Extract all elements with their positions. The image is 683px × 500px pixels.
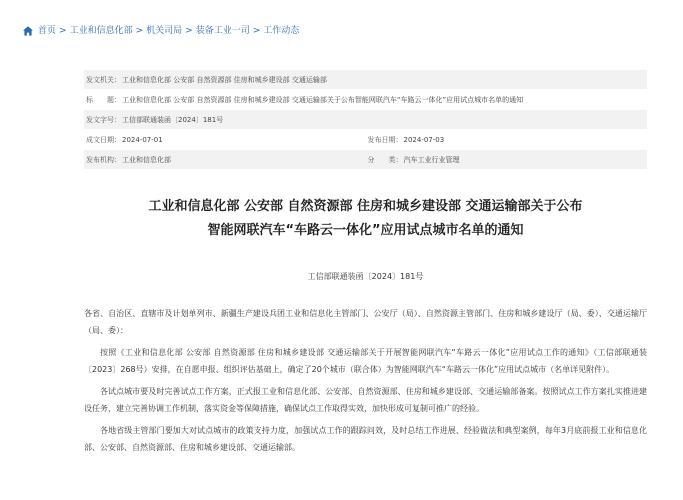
- meta-agency-cell: [84, 155, 366, 165]
- meta-row-issuer: [84, 70, 647, 90]
- meta-row-title: [84, 90, 647, 110]
- document-meta-table: [84, 70, 647, 170]
- body-paragraph-provincial: 各地省级主管部门要加大对试点城市的政策支持力度，加强试点工作的跟踪问效，及时总结工作进展、经验做法和典型案例，每年3月底前报工业和信息化部、公安部、自然资源部、住房和城乡建设部、交通运输部。: [84, 426, 647, 452]
- meta-title-value: 工业和信息化部 公安部 自然资源部 住房和城乡建设部 交通运输部关于公布智能网联汽车“车路云一体化”应用试点城市名单的通知: [122, 95, 524, 104]
- meta-agency-label: 发布机构：: [86, 155, 121, 164]
- breadcrumb-news-link[interactable]: 工作动态: [263, 26, 300, 36]
- breadcrumb-equipment-link[interactable]: 装备工业一司: [195, 26, 250, 36]
- meta-issuer-label: 发文机关：: [86, 75, 121, 84]
- meta-row-docno: [84, 110, 647, 130]
- meta-row-dates: [84, 130, 647, 150]
- meta-category-value: 汽车工业行业管理: [403, 155, 460, 164]
- document-title-line1: 工业和信息化部 公安部 自然资源部 住房和城乡建设部 交通运输部关于公布: [148, 198, 583, 214]
- meta-created-label: 成文日期：: [86, 135, 121, 144]
- meta-agency-value: 工业和信息化部: [122, 155, 171, 164]
- meta-published-value: 2024-07-03: [403, 135, 445, 144]
- meta-docno-value: 工信部联通装函〔2024〕181号: [122, 115, 224, 124]
- meta-category-label: 分 类：: [367, 155, 403, 164]
- meta-created-value: 2024-07-01: [122, 135, 163, 144]
- meta-category-cell: [366, 155, 648, 165]
- breadcrumb-separator: >: [135, 26, 144, 36]
- document-body: [84, 305, 647, 461]
- breadcrumb-departments-link[interactable]: 机关司局: [146, 26, 183, 36]
- meta-published-cell: [366, 135, 648, 145]
- meta-row-agency: [84, 150, 647, 170]
- breadcrumb-separator: >: [185, 26, 193, 36]
- document-title-line2: 智能网联汽车“车路云一体化”应用试点城市名单的通知: [207, 222, 524, 238]
- meta-published-label: 发布日期：: [367, 135, 403, 144]
- meta-docno-label: 发文字号：: [86, 115, 121, 124]
- body-paragraph-addressees: 各省、自治区、直辖市及计划单列市、新疆生产建设兵团工业和信息化主管部门、公安厅（局）、自然资源主管部门、住房和城乡建设厅（局、委）、交通运输厅（局、委）：: [84, 309, 647, 335]
- breadcrumb-separator: >: [252, 26, 261, 36]
- breadcrumb: [22, 24, 299, 38]
- body-paragraph-announcement: 按照《工业和信息化部 公安部 自然资源部 住房和城乡建设部 交通运输部关于开展智能网联汽车“车路云一体化”应用试点工作的通知》（工信部联通装〔2023〕268号）安排，在自愿申报、组织评估基础上，确定了20个城市（联合体）为智能网联汽车“车路云一体化”应用试点城市（名单详见附件）。: [84, 348, 647, 374]
- breadcrumb-home-link[interactable]: 首页: [38, 26, 57, 36]
- meta-title-label: 标 题：: [86, 95, 121, 104]
- home-icon: [22, 25, 34, 37]
- meta-issuer-value: 工业和信息化部 公安部 自然资源部 住房和城乡建设部 交通运输部: [122, 75, 327, 84]
- document-title: [84, 195, 647, 243]
- meta-created-cell: [84, 135, 366, 145]
- breadcrumb-separator: >: [59, 26, 67, 36]
- document-number: 工信部联通装函〔2024〕181号: [307, 272, 424, 281]
- breadcrumb-miit-link[interactable]: 工业和信息化部: [69, 26, 133, 36]
- body-paragraph-pilot-cities: 各试点城市要及时完善试点工作方案，正式报工业和信息化部、公安部、自然资源部、住房和城乡建设部、交通运输部备案。按照试点工作方案扎实推进建设任务，建立完善协调工作机制，落实资金等保障措施，确保试点工作取得实效，加快形成可复制可推广的经验。: [84, 387, 647, 413]
